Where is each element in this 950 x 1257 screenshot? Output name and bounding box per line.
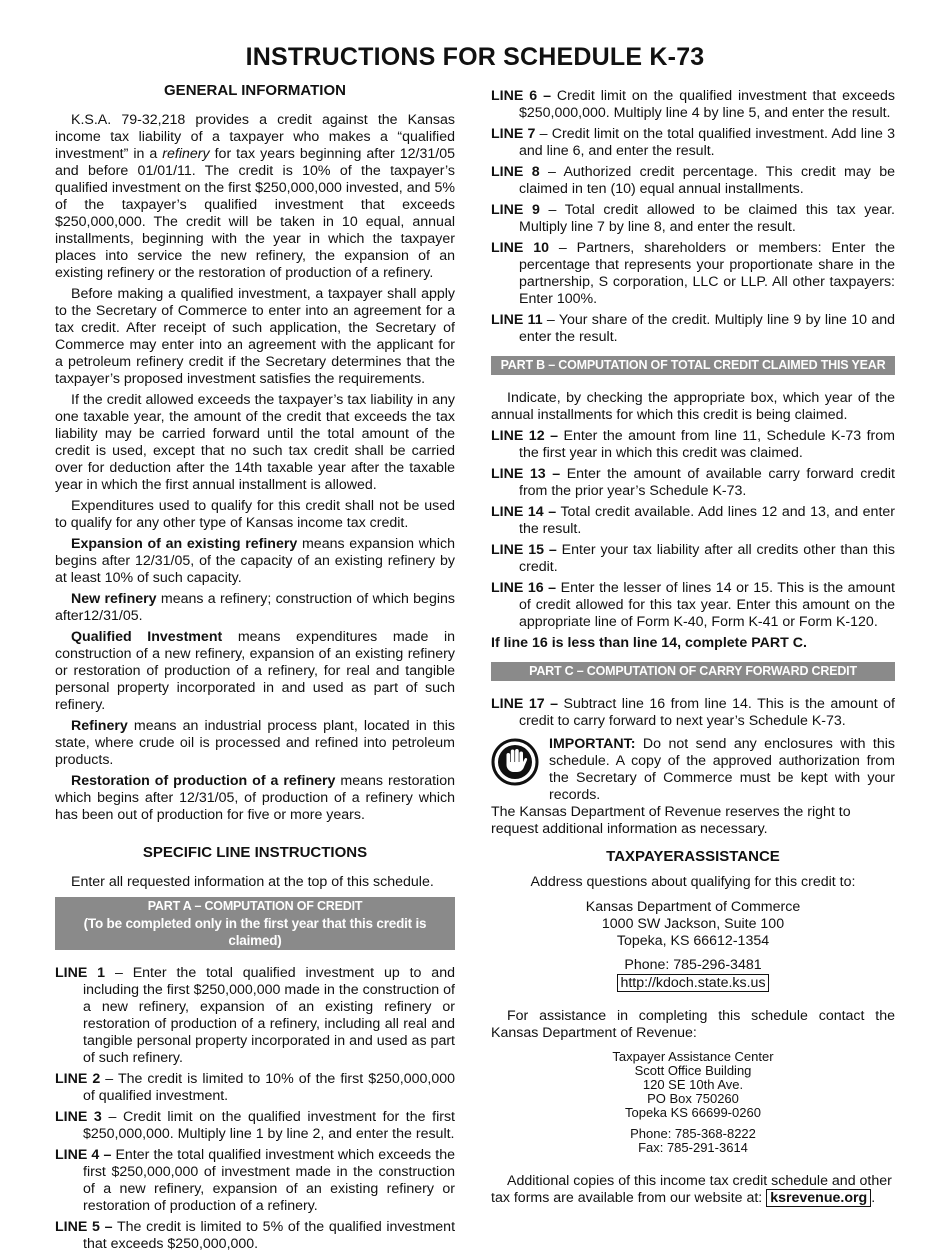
line-text: Enter the lesser of lines 14 or 15. This is the amount of credit allowed for this tax year. Enter this amount on the appropriate line of Form K-40, Form K-41 or Form K-120. xyxy=(519,580,896,630)
right-column xyxy=(491,88,895,1211)
general-paragraph-4: Expenditures used to qualify for this credit shall not be used to qualify for any other type of Kansas income tax credit. xyxy=(55,498,455,531)
specific-instructions-heading: SPECIFIC LINE INSTRUCTIONS xyxy=(142,844,368,861)
kdor-phone: Phone: 785-368-8222 xyxy=(630,1126,756,1141)
line-text: Total credit available. Add lines 12 and 13, and enter the result. xyxy=(519,504,896,537)
line-text: Subtract line 16 from line 14. This is the amount of credit to carry forward to next year’s Schedule K-73. xyxy=(519,696,895,729)
line-instruction xyxy=(491,126,895,160)
part-c-header: PART C – COMPUTATION OF CARRY FORWARD CREDIT xyxy=(491,662,895,681)
line-label: LINE 3 xyxy=(55,1109,102,1125)
ksrevenue-website-link[interactable]: ksrevenue.org xyxy=(766,1189,871,1207)
line-instruction xyxy=(491,542,895,576)
kdor-intro: For assistance in completing this schedule contact the Kansas Department of Revenue: xyxy=(491,1008,895,1041)
kdor-address-line: Topeka KS 66699-0260 xyxy=(625,1105,761,1120)
definition-restoration: Restoration of production of a refinery means restoration which begins after 12/31/05, of production of a refinery which has been out of production for five or more years. xyxy=(55,773,455,823)
line-instruction xyxy=(491,696,895,730)
line-text: – Partners, shareholders or members: Enter the percentage that represents your proportionate share in the partnership, S corporation, LLC or LLP. All other taxpayers: Enter 100%. xyxy=(519,240,895,307)
general-paragraph-2: Before making a qualified investment, a taxpayer shall apply to the Secretary of Commerce to enter into an agreement for a tax credit. After receipt of such application, the Secretary of Commerce may enter into an agreement with the applicant for a petroleum refinery credit if the Secretary determines that the taxpayer’s proposed investment satisfies the requirements. xyxy=(55,286,455,387)
line-label: LINE 14 – xyxy=(491,504,557,520)
line-text: Enter the amount from line 11, Schedule K-73 from the first year in which this credit was claimed. xyxy=(519,428,895,461)
part-c-lines xyxy=(491,696,895,730)
kdor-address-line: Scott Office Building xyxy=(634,1063,752,1078)
line-instruction xyxy=(491,428,895,462)
line-text: – Credit limit on the total qualified investment. Add line 3 and line 6, and enter the result. xyxy=(519,126,895,159)
part-a-title: PART A – COMPUTATION OF CREDIT xyxy=(147,899,363,913)
line-label: LINE 12 – xyxy=(491,428,558,444)
part-b-lines xyxy=(491,428,895,631)
commerce-address xyxy=(491,899,895,992)
part-a-header xyxy=(55,897,455,950)
line-label: LINE 13 – xyxy=(491,466,561,482)
line-text: Enter the total qualified investment which exceeds the first $250,000,000 of investment made in the construction of a new refinery, expansion of an existing refinery or restoration of production of a refinery. xyxy=(83,1147,455,1214)
part-b-intro: Indicate, by checking the appropriate box, which year of the annual installments for which this credit is being claimed. xyxy=(491,390,895,423)
line-label: LINE 16 – xyxy=(491,580,557,596)
kdor-address-line: Taxpayer Assistance Center xyxy=(612,1049,774,1064)
additional-copies: Additional copies of this income tax credit schedule and other tax forms are available from our website at: ksrevenue.org . xyxy=(491,1173,892,1206)
commerce-phone: Phone: 785-296-3481 xyxy=(624,957,762,973)
kdor-fax: Fax: 785-291-3614 xyxy=(638,1140,748,1155)
line-label: LINE 15 – xyxy=(491,542,557,558)
general-paragraph-1: K.S.A. 79-32,218 provides a credit against the Kansas income tax liability of a taxpayer who makes a “qualified investment” in a refinery for tax years beginning after 12/31/05 and before 01/01/11. The credit is 10% of the taxpayer’s qualified investment on the first $250,000,000 invested, and 5% of the taxpayer’s qualified investment that exceeds $250,000,000. The credit will be taken in 10 equal, annual installments, beginning with the year in which the taxpayer places into service the new refinery, the expansion of an existing refinery or the restoration of production of a refinery. xyxy=(55,112,455,281)
line-label: LINE 8 xyxy=(491,164,540,180)
line-label: LINE 10 xyxy=(491,240,549,256)
line-text: The credit is limited to 5% of the qualified investment that exceeds $250,000,000. xyxy=(83,1219,456,1252)
important-text: Do not send any enclosures with this schedule. A copy of the approved authorization from the Secretary of Commerce must be kept with your records. xyxy=(549,736,895,803)
kdor-address xyxy=(491,1050,895,1155)
part-c-note: If line 16 is less than line 14, complete PART C. xyxy=(491,635,807,651)
stop-hand-icon xyxy=(491,738,539,786)
line-label: LINE 17 – xyxy=(491,696,558,712)
line-label: LINE 5 – xyxy=(55,1219,113,1235)
line-instruction xyxy=(491,504,895,538)
line-instruction xyxy=(491,202,895,236)
definition-new-refinery: New refinery means a refinery; construction of which begins after12/31/05. xyxy=(55,591,455,624)
general-paragraph-3: If the credit allowed exceeds the taxpayer’s tax liability in any one taxable year, the amount of the credit that exceeds the tax liability may be carried forward until the total amount of the credit is used, except that no such tax credit shall be carried over for deduction after the 14th taxable year after the taxable year in which the first annual installment is allowed. xyxy=(55,392,455,493)
line-instruction xyxy=(491,580,895,631)
line-instruction xyxy=(55,1109,455,1143)
line-text: – Your share of the credit. Multiply line 9 by line 10 and enter the result. xyxy=(519,312,895,345)
line-label: LINE 4 – xyxy=(55,1147,112,1163)
line-label: LINE 9 xyxy=(491,202,540,218)
line-label: LINE 1 xyxy=(55,965,106,981)
definition-qualified-investment: Qualified Investment means expenditures made in construction of a new refinery, expansion of an existing refinery or restoration of production of a refinery, for real and tangible personal property incorporated in and used as part of such refinery. xyxy=(55,629,456,713)
line-text: – Total credit allowed to be claimed this tax year. Multiply line 7 by line 8, and enter the result. xyxy=(519,202,895,235)
line-instruction xyxy=(55,965,455,1067)
line-instruction xyxy=(491,240,895,308)
line-text: – The credit is limited to 10% of the first $250,000,000 of qualified investment. xyxy=(83,1071,455,1104)
line-instruction xyxy=(491,88,895,122)
line-label: LINE 11 xyxy=(491,312,543,328)
part-a-subtitle: (To be completed only in the first year that this credit is claimed) xyxy=(83,916,427,948)
specific-intro: Enter all requested information at the top of this schedule. xyxy=(71,874,434,890)
commerce-address-line: Kansas Department of Commerce xyxy=(585,899,801,915)
line-label: LINE 6 – xyxy=(491,88,551,104)
line-label: LINE 2 xyxy=(55,1071,101,1087)
page-title: INSTRUCTIONS FOR SCHEDULE K-73 xyxy=(245,43,705,71)
important-rest: The Kansas Department of Revenue reserves the right to request additional information as necessary. xyxy=(491,804,851,837)
assistance-intro: Address questions about qualifying for this credit to: xyxy=(530,874,856,890)
line-text: – Enter the total qualified investment up to and including the first $250,000,000 made in the construction of a new refinery, expansion of an existing refinery or restoration of production of a refinery, including all real and tangible personal property incorporated in and used as part of such refinery. xyxy=(83,965,455,1066)
general-info-heading: GENERAL INFORMATION xyxy=(164,82,346,99)
line-instruction xyxy=(55,1071,455,1105)
line-instruction xyxy=(55,1219,455,1253)
part-a-lines-continued xyxy=(491,88,895,346)
line-instruction xyxy=(491,312,895,346)
part-a-lines xyxy=(55,965,455,1253)
definition-refinery: Refinery means an industrial process plant, located in this state, where crude oil is processed and refined into petroleum products. xyxy=(55,718,455,768)
line-text: – Credit limit on the qualified investment for the first $250,000,000. Multiply line 1 by line 2, and enter the result. xyxy=(83,1109,455,1142)
left-column xyxy=(55,82,455,1257)
kdor-address-line: 120 SE 10th Ave. xyxy=(642,1077,744,1092)
commerce-address-line: Topeka, KS 66612-1354 xyxy=(616,933,770,949)
line-text: Credit limit on the qualified investment that exceeds $250,000,000. Multiply line 4 by line 5, and enter the result. xyxy=(519,88,896,121)
line-text: Enter your tax liability after all credits other than this credit. xyxy=(519,542,896,575)
taxpayer-assistance-heading: TAXPAYERASSISTANCE xyxy=(606,848,780,865)
definition-expansion: Expansion of an existing refinery means expansion which begins after 12/31/05, of the capacity of an existing refinery by at least 10% of such capacity. xyxy=(55,536,455,586)
important-notice xyxy=(491,736,895,838)
line-text: – Authorized credit percentage. This credit may be claimed in ten (10) equal annual installments. xyxy=(519,164,895,197)
kdor-address-line: PO Box 750260 xyxy=(647,1091,739,1106)
line-text: Enter the amount of available carry forward credit from the prior year’s Schedule K-73. xyxy=(519,466,895,499)
line-label: LINE 7 xyxy=(491,126,536,142)
part-b-header: PART B – COMPUTATION OF TOTAL CREDIT CLAIMED THIS YEAR xyxy=(491,356,895,375)
line-instruction xyxy=(491,164,895,198)
important-label: IMPORTANT: xyxy=(549,736,636,752)
commerce-website-link[interactable]: http://kdoch.state.ks.us xyxy=(617,974,768,992)
line-instruction xyxy=(55,1147,455,1215)
commerce-address-line: 1000 SW Jackson, Suite 100 xyxy=(601,916,785,932)
line-instruction xyxy=(491,466,895,500)
